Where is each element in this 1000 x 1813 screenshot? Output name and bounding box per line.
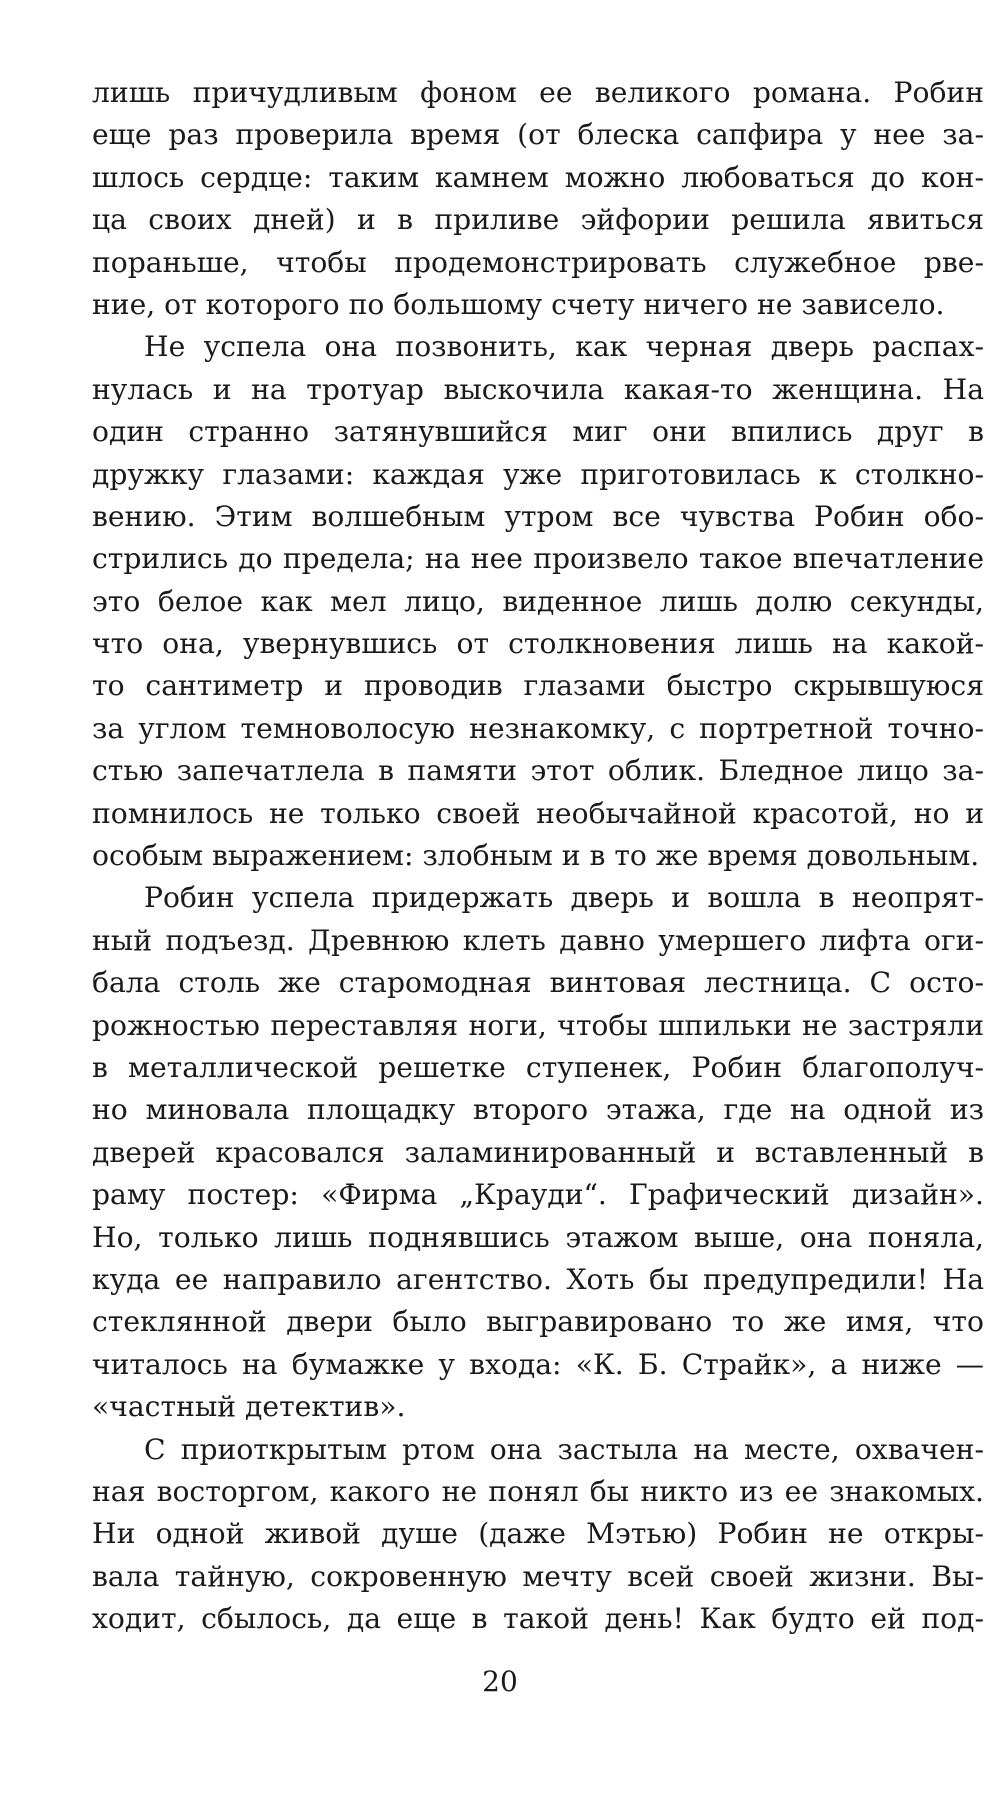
- text-line: рожностью переставляя ноги, чтобы шпильки не застряли: [92, 1008, 984, 1042]
- text-line: в металлической решетке ступенек, Робин благополуч-: [92, 1050, 984, 1084]
- text-line: читалось на бумажке у входа: «К. Б. Страйк», а ниже —: [92, 1347, 984, 1381]
- text-line: но миновала площадку второго этажа, где на одной из: [92, 1093, 984, 1127]
- text-line: шлось сердце: таким камнем можно любоваться до кон-: [92, 160, 984, 194]
- text-line: лишь причудливым фоном ее великого романа. Робин: [92, 76, 984, 109]
- text-line: то сантиметр и проводив глазами быстро скрывшуюся: [92, 669, 984, 703]
- text-line: ходит, сбылось, да еще в такой день! Как будто ей под-: [92, 1602, 984, 1636]
- text-line: дверей красовался заламинированный и вставленный в: [92, 1135, 984, 1169]
- page-number: 20: [482, 1665, 518, 1698]
- text-line: Не успела она позвонить, как черная дверь распах-: [144, 330, 984, 364]
- text-line: особым выражением: злобным и в то же время довольным.: [92, 839, 980, 873]
- text-line: куда ее направило агентство. Хоть бы предупредили! На: [92, 1262, 984, 1296]
- text-line: нулась и на тротуар выскочила какая-то женщина. На: [92, 372, 984, 406]
- text-line: вению. Этим волшебным утром все чувства Робин обо-: [92, 499, 984, 533]
- text-line: это белое как мел лицо, виденное лишь долю секунды,: [92, 584, 984, 618]
- text-line: ца своих дней) и в приливе эйфории решила явиться: [92, 203, 984, 237]
- body-text: [92, 72, 984, 1640]
- text-line: бала столь же старомодная винтовая лестница. С осто-: [92, 966, 984, 1000]
- text-line: ние, от которого по большому счету ничего не зависело.: [92, 287, 945, 321]
- text-line: за углом темноволосую незнакомку, с портретной точно-: [92, 711, 984, 745]
- text-line: Но, только лишь поднявшись этажом выше, она поняла,: [92, 1220, 984, 1254]
- text-line: Робин успела придержать дверь и вошла в неопрят-: [144, 881, 984, 915]
- text-line: ный подъезд. Древнюю клеть давно умершего лифта оги-: [92, 923, 984, 957]
- text-line: С приоткрытым ртом она застыла на месте, охвачен-: [144, 1432, 984, 1466]
- text-line: стью запечатлела в памяти этот облик. Бледное лицо за-: [92, 754, 984, 788]
- text-line: стрились до предела; на нее произвело такое впечатление: [92, 542, 984, 576]
- text-line: что она, увернувшись от столкновения лишь на какой-: [92, 627, 984, 661]
- text-line: стеклянной двери было выгравировано то же имя, что: [92, 1305, 984, 1339]
- text-line: дружку глазами: каждая уже приготовилась к столкно-: [92, 457, 984, 491]
- text-line: один странно затянувшийся миг они впились друг в: [92, 415, 984, 449]
- text-line: еще раз проверила время (от блеска сапфира у нее за-: [92, 118, 984, 152]
- text-line: помнилось не только своей необычайной красотой, но и: [92, 796, 984, 830]
- text-line: вала тайную, сокровенную мечту всей своей жизни. Вы-: [92, 1559, 984, 1593]
- text-line: ная восторгом, какого не понял бы никто из ее знакомых.: [92, 1474, 984, 1508]
- text-line: пораньше, чтобы продемонстрировать служебное рве-: [92, 245, 984, 279]
- text-line: раму постер: «Фирма „Крауди“. Графический дизайн».: [92, 1178, 984, 1212]
- text-line: «частный детектив».: [92, 1390, 406, 1424]
- text-line: Ни одной живой душе (даже Мэтью) Робин не откры-: [92, 1517, 984, 1551]
